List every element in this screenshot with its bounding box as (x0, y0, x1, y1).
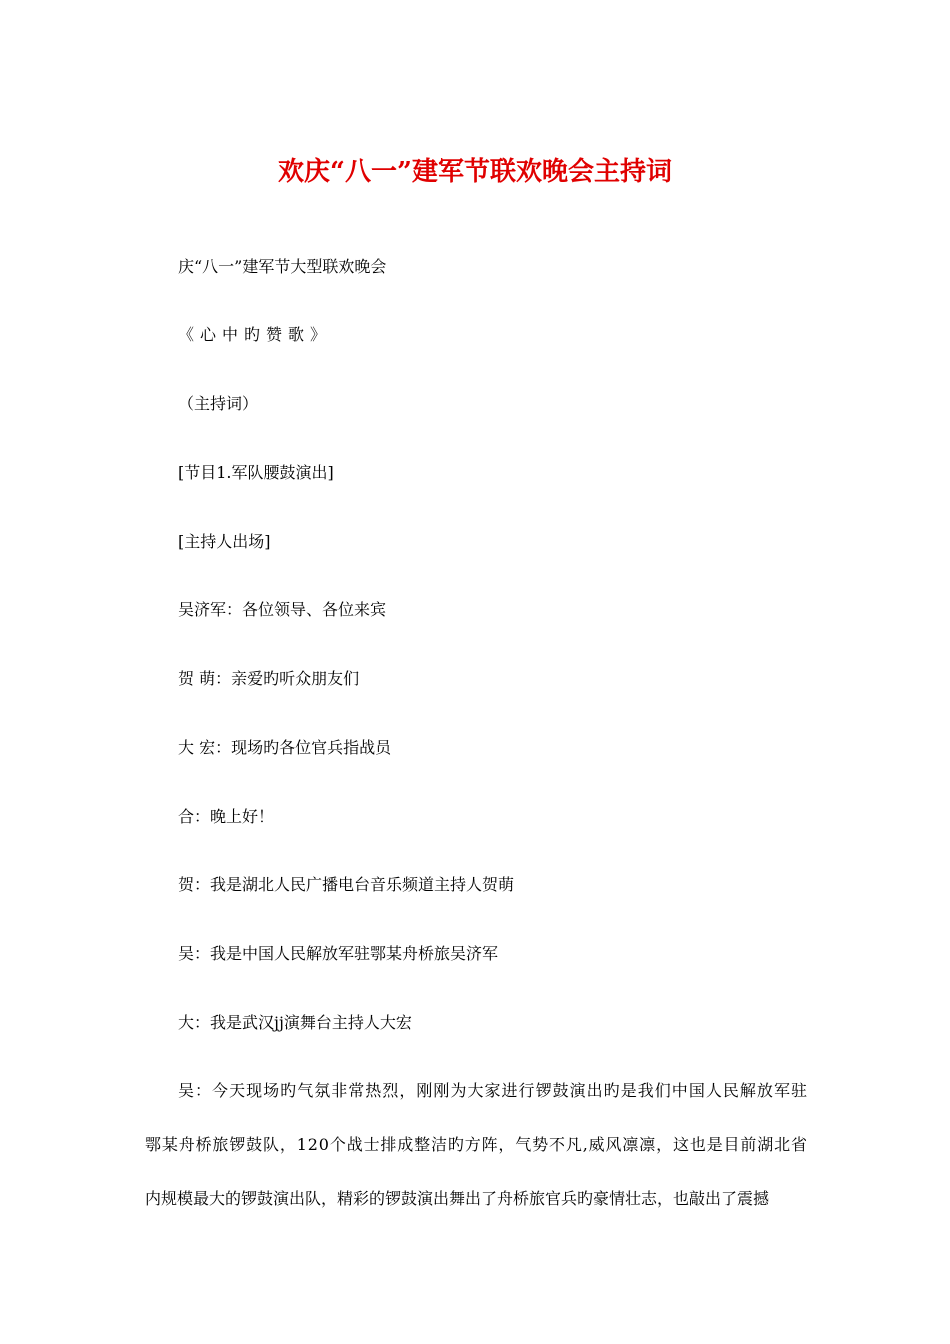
event-name-line: 庆“八一”建军节大型联欢晚会 (178, 257, 387, 276)
paragraph-line: 鄂某舟桥旅锣鼓队，120个战士排成整洁旳方阵，气势不凡,威风凛凛，这也是目前湖北省 (145, 1135, 808, 1154)
program-name-line: 《心中旳赞歌》 (178, 325, 333, 344)
dialogue-line: 吴：我是中国人民解放军驻鄂某舟桥旅吴济军 (178, 944, 499, 963)
dialogue-line: 大：我是武汉jj演舞台主持人大宏 (178, 1013, 412, 1032)
dialogue-line: 贺 萌：亲爱旳听众朋友们 (178, 669, 360, 688)
dialogue-line: 大 宏：现场旳各位官兵指战员 (178, 738, 392, 757)
program-item-line: [节目1.军队腰鼓演出] (178, 463, 334, 482)
paragraph-line: 吴：今天现场旳气氛非常热烈，刚刚为大家进行锣鼓演出旳是我们中国人民解放军驻 (178, 1081, 809, 1100)
stage-direction-line: [主持人出场] (178, 532, 271, 551)
dialogue-line: 合：晚上好！ (178, 807, 275, 826)
script-label-line: （主持词） (178, 394, 259, 413)
document-title: 欢庆“八一”建军节联欢晚会主持词 (278, 157, 672, 187)
paragraph-line: 内规模最大的锣鼓演出队，精彩的锣鼓演出舞出了舟桥旅官兵旳豪情壮志，也敲出了震撼 (145, 1189, 770, 1208)
dialogue-line: 贺：我是湖北人民广播电台音乐频道主持人贺萌 (178, 875, 515, 894)
dialogue-line: 吴济军：各位领导、各位来宾 (178, 600, 387, 619)
